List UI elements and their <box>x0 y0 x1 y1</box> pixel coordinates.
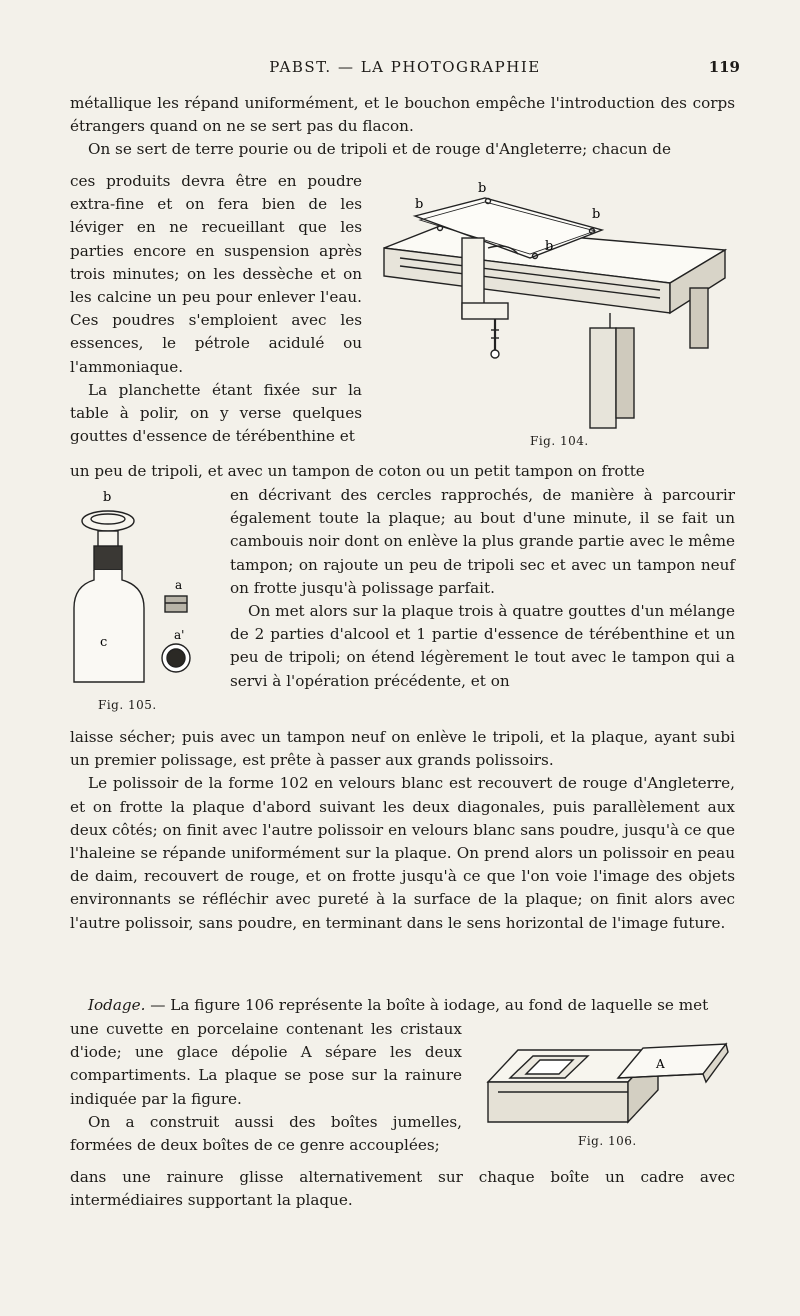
figure-104 <box>370 178 730 450</box>
paragraph-intro: métallique les répand uniformément, et le bouchon empêche l'introduction des corps étrangers quand on ne se sert pas du flacon. <box>70 94 735 136</box>
page-number: 119 <box>708 58 740 76</box>
fig105-caption: Fig. 105. <box>98 698 157 712</box>
fig106-label-A: A <box>656 1057 665 1071</box>
fig104-label-b2: b <box>478 181 487 196</box>
text-wrap-fig104 <box>70 170 362 448</box>
fig104-label-b1: b <box>415 197 424 212</box>
fig104-caption: Fig. 104. <box>530 434 589 448</box>
iodine-box-illustration <box>478 1030 738 1130</box>
figure-105 <box>70 486 220 722</box>
paragraph-planchette-wrap2: en décrivant des cercles rapprochés, de manière à parcourir également toute la plaque; au bout d'une minute, il se fait un cambouis noir dont on enlève la plus grande partie avec le même tampon; on rajoute un peu de tripoli sec et avec un tampon neuf on frotte jusqu'à polissage parfait. <box>230 486 735 597</box>
text-wrap-fig106 <box>70 1018 462 1157</box>
fig105-label-a-prime: a' <box>174 628 185 642</box>
text-iodage-first <box>70 994 735 1017</box>
fig105-label-b: b <box>103 490 112 505</box>
paragraph-alcool-wrap: On met alors sur la plaque trois à quatre gouttes d'un mélange de 2 parties d'alcool et 1 partie d'essence de térébenthine et un peu de tripoli; on étend légèrement le tout avec le tampon qui a servi à l'opération précédente, et on <box>230 602 735 690</box>
paragraph-terre-first-line: On se sert de terre pourie ou de tripoli et de rouge d'Angleterre; chacun de <box>88 140 671 159</box>
paragraph-jumelles-rest: dans une rainure glisse alternativement sur chaque boîte un cadre avec intermédiaires supportant la plaque. <box>70 1168 735 1210</box>
text-block-bottom <box>70 1166 735 1212</box>
fig104-label-b3: b <box>592 207 601 222</box>
paragraph-planchette-full: un peu de tripoli, et avec un tampon de coton ou un petit tampon on frotte <box>70 462 645 480</box>
text-block-middle <box>70 726 735 935</box>
running-title: PABST. — LA PHOTOGRAPHIE <box>269 58 541 76</box>
paragraph-alcool-rest: laisse sécher; puis avec un tampon neuf on enlève le tripoli, et la plaque, ayant subi un premier polissage, est prête à passer aux grands polissoirs. <box>70 728 735 770</box>
paragraph-polissoir: Le polissoir de la forme 102 en velours blanc est recouvert de rouge d'Angleterre, et on frotte la plaque d'abord suivant les deux diagonales, puis parallèlement aux deux côtés; on finit avec l'autre polissoir en velours blanc sans poudre, jusqu'à ce que l'haleine se répande uniformément sur la plaque. On prend alors un polissoir en peau de daim, recouvert de rouge, et on frotte jusqu'à ce que l'on voie l'image des objets environnants se réfléchir avec pureté à la surface de la plaque; on finit alors avec l'autre polissoir, sans poudre, en terminant dans le sens horizontal de l'image future. <box>70 774 735 932</box>
bottle-illustration <box>70 486 220 696</box>
polishing-table-illustration <box>370 178 730 450</box>
fig106-caption: Fig. 106. <box>578 1134 637 1148</box>
fig104-label-b4: b <box>545 239 554 254</box>
paragraph-terre-wrap: ces produits devra être en poudre extra-fine et on fera bien de les léviger en ne recueillant que les parties encore en suspension après trois minutes; on les dessèche et on les calcine un peu pour enlever l'eau. Ces poudres s'emploient avec les essences, le pétrole acidulé ou l'ammoniaque. <box>70 172 362 376</box>
figure-106 <box>478 1030 738 1160</box>
iodage-heading: Iodage. <box>88 996 146 1014</box>
text-block-top <box>70 92 735 162</box>
running-header <box>70 58 740 82</box>
paragraph-planchette-wrap: La planchette étant fixée sur la table à polir, on y verse quelques gouttes d'essence de térébenthine et <box>70 380 362 446</box>
paragraph-iodage-wrap: une cuvette en porcelaine contenant les cristaux d'iode; une glace dépolie A sépare les deux compartiments. La plaque se pose sur la rainure indiquée par la figure. <box>70 1020 462 1108</box>
paragraph-iodage-first-line: — La figure 106 représente la boîte à iodage, au fond de laquelle se met <box>145 996 709 1014</box>
text-wrap-fig105 <box>230 484 735 693</box>
text-line-planchette <box>70 460 735 483</box>
paragraph-jumelles-wrap: On a construit aussi des boîtes jumelles, formées de deux boîtes de ce genre accouplées; <box>70 1112 462 1155</box>
fig105-label-c: c <box>100 635 108 650</box>
fig105-label-a: a <box>175 578 183 592</box>
